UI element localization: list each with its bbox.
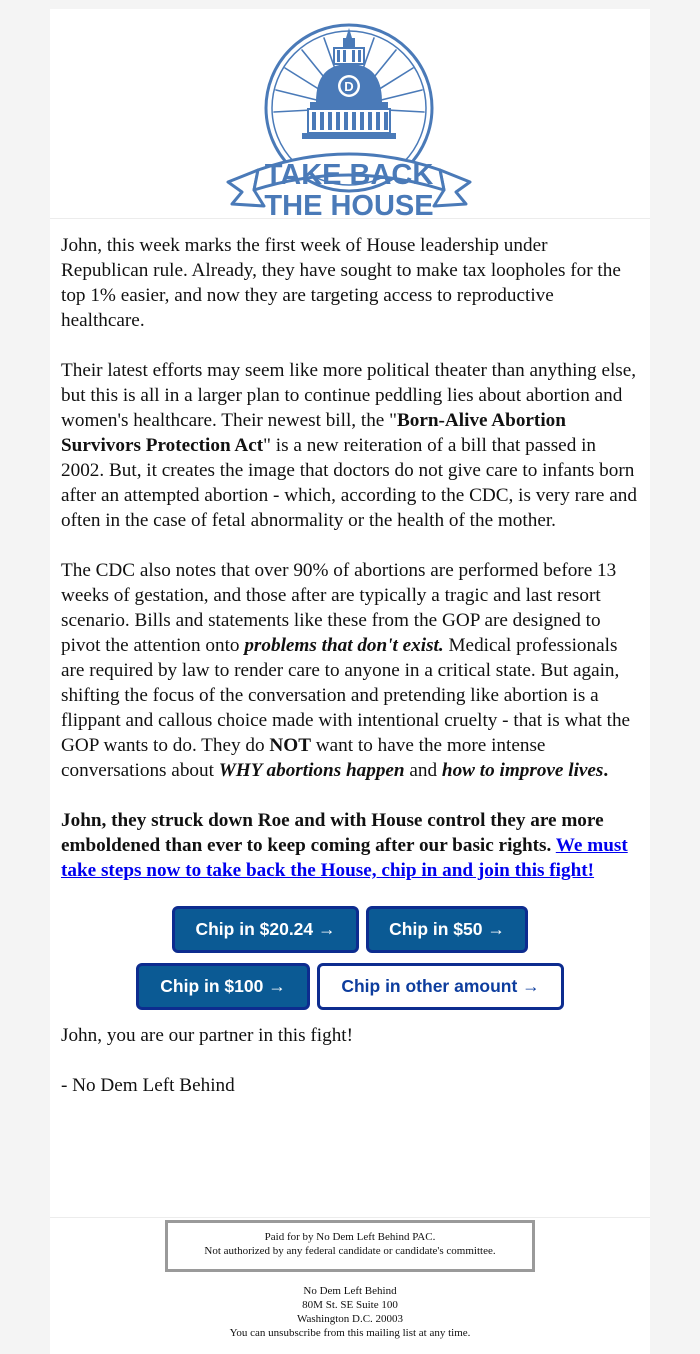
bill-name: Born-Alive Abortion Survivors Protection Act	[61, 410, 566, 456]
org-name: No Dem Left Behind	[303, 1285, 397, 1297]
button-row-1	[61, 906, 639, 953]
chip-in-link[interactable]: We must take steps now to take back the House, chip in and join this fight!	[61, 835, 628, 881]
cdc-text-a: The CDC also notes that over 90% of abortions are performed before 13 weeks of gestation, and those after are typically a tragic and last resort scenario. Bills and statements like these from the GOP are designed to pivot the attention onto	[61, 560, 617, 656]
paragraph-intro: John, this week marks the first week of House leadership under Republican rule. Already, they have sought to make tax loopholes for the top 1% easier, and now they are targeting access to reproductive healthcare.	[61, 235, 621, 331]
signoff	[61, 1023, 639, 1098]
emblem-letter: D	[344, 79, 354, 94]
bill-text-a: Their latest efforts may seem like more political theater than anything else, but this is all in a larger plan to continue peddling lies about abortion and women's healthcare. Their newest bill, the "	[61, 360, 637, 431]
donation-buttons	[61, 906, 639, 1010]
emphasis-why: WHY abortions happen	[218, 760, 405, 781]
unsubscribe-text: You can unsubscribe from this mailing list at any time.	[229, 1327, 471, 1339]
city-address: Washington D.C. 20003	[296, 1313, 404, 1325]
paragraph-cdc	[61, 558, 639, 783]
emphasis-not: NOT	[269, 735, 311, 756]
email-footer	[50, 1217, 650, 1340]
mailing-address	[50, 1284, 650, 1340]
chip-in-50-button[interactable]: Chip in $50 →	[366, 906, 528, 953]
emphasis-improve: how to improve lives	[441, 760, 604, 781]
cdc-text-e: .	[603, 760, 609, 781]
chip-in-20-button[interactable]: Chip in $20.24 →	[172, 906, 359, 953]
not-authorized-line: Not authorized by any federal candidate or candidate's committee.	[204, 1245, 496, 1257]
cdc-text-d: and	[404, 760, 442, 781]
header-logo-area	[50, 9, 650, 219]
street-address: 80M St. SE Suite 100	[302, 1299, 398, 1311]
logo-line-2: THE HOUSE	[264, 190, 434, 218]
chip-in-other-button[interactable]: Chip in other amount →	[317, 963, 564, 1010]
signoff-signature: - No Dem Left Behind	[61, 1075, 235, 1096]
button-row-2	[61, 963, 639, 1010]
cta-text: John, they struck down Roe and with House control they are more emboldened than ever to keep coming after our basic rights.	[61, 810, 604, 856]
logo-line-1: TAKE BACK	[264, 159, 434, 191]
cdc-text-c: want to have the more intense conversations about	[61, 735, 546, 781]
bill-text-b: " is a new reiteration of a bill that passed in 2002. But, it creates the image that doctors do not give care to infants born after an attempted abortion - which, according to the CDC, is very rare and often in the case of fetal abnormality or the health of the mother.	[61, 435, 637, 531]
paid-for-line: Paid for by No Dem Left Behind PAC.	[264, 1231, 436, 1243]
take-back-the-house-logo	[224, 20, 474, 218]
paragraph-cta	[61, 808, 639, 883]
emphasis-problems: problems that don't exist.	[244, 635, 444, 656]
signoff-partner: John, you are our partner in this fight!	[61, 1025, 354, 1046]
email-container	[50, 9, 650, 1354]
email-body	[50, 219, 650, 1098]
paragraph-bill	[61, 358, 639, 533]
cdc-text-b: Medical professionals are required by law to render care to anyone in a critical state. But again, shifting the focus of the conversation and pretending like abortion is a flippant and callous choice made with intentional cruelty - that is what the GOP wants to do. They do	[61, 635, 631, 756]
paid-for-disclaimer	[165, 1220, 535, 1272]
chip-in-100-button[interactable]: Chip in $100 →	[136, 963, 310, 1010]
